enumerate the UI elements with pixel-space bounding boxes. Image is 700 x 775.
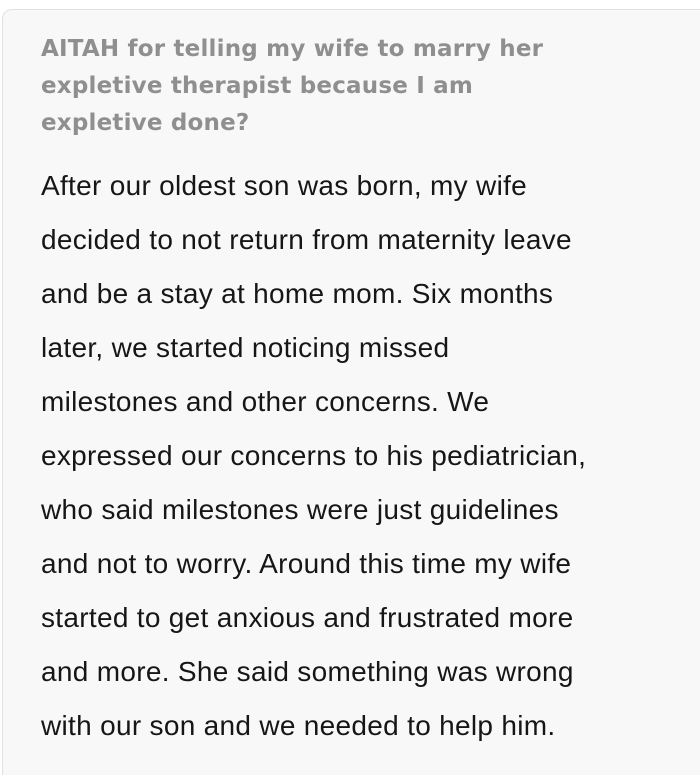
post-body-line: who said milestones were just guidelines (41, 494, 559, 525)
post-body-line: decided to not return from maternity leave (41, 224, 572, 255)
post-title-line: expletive therapist because I am (41, 73, 474, 99)
post-body-line: After our oldest son was born, my wife (41, 170, 528, 201)
post-body-line: milestones and other concerns. We (41, 386, 490, 417)
post-body-line: started to get anxious and frustrated more (41, 602, 574, 633)
post-body-line: and be a stay at home mom. Six months (41, 278, 554, 309)
post-card (2, 9, 700, 775)
post-body-line: expressed our concerns to his pediatrician, (41, 440, 587, 471)
post-body-line: with our son and we needed to help him. (41, 710, 556, 741)
post-body-line: and not to worry. Around this time my wife (41, 548, 572, 579)
post-body-line: later, we started noticing missed (41, 332, 450, 363)
post-content (3, 10, 700, 753)
post-title-line: AITAH for telling my wife to marry her (41, 36, 544, 62)
post-body-line: and more. She said something was wrong (41, 656, 574, 687)
post-title-line: expletive done? (41, 110, 250, 136)
post-body (41, 159, 683, 753)
post-title (41, 31, 683, 142)
